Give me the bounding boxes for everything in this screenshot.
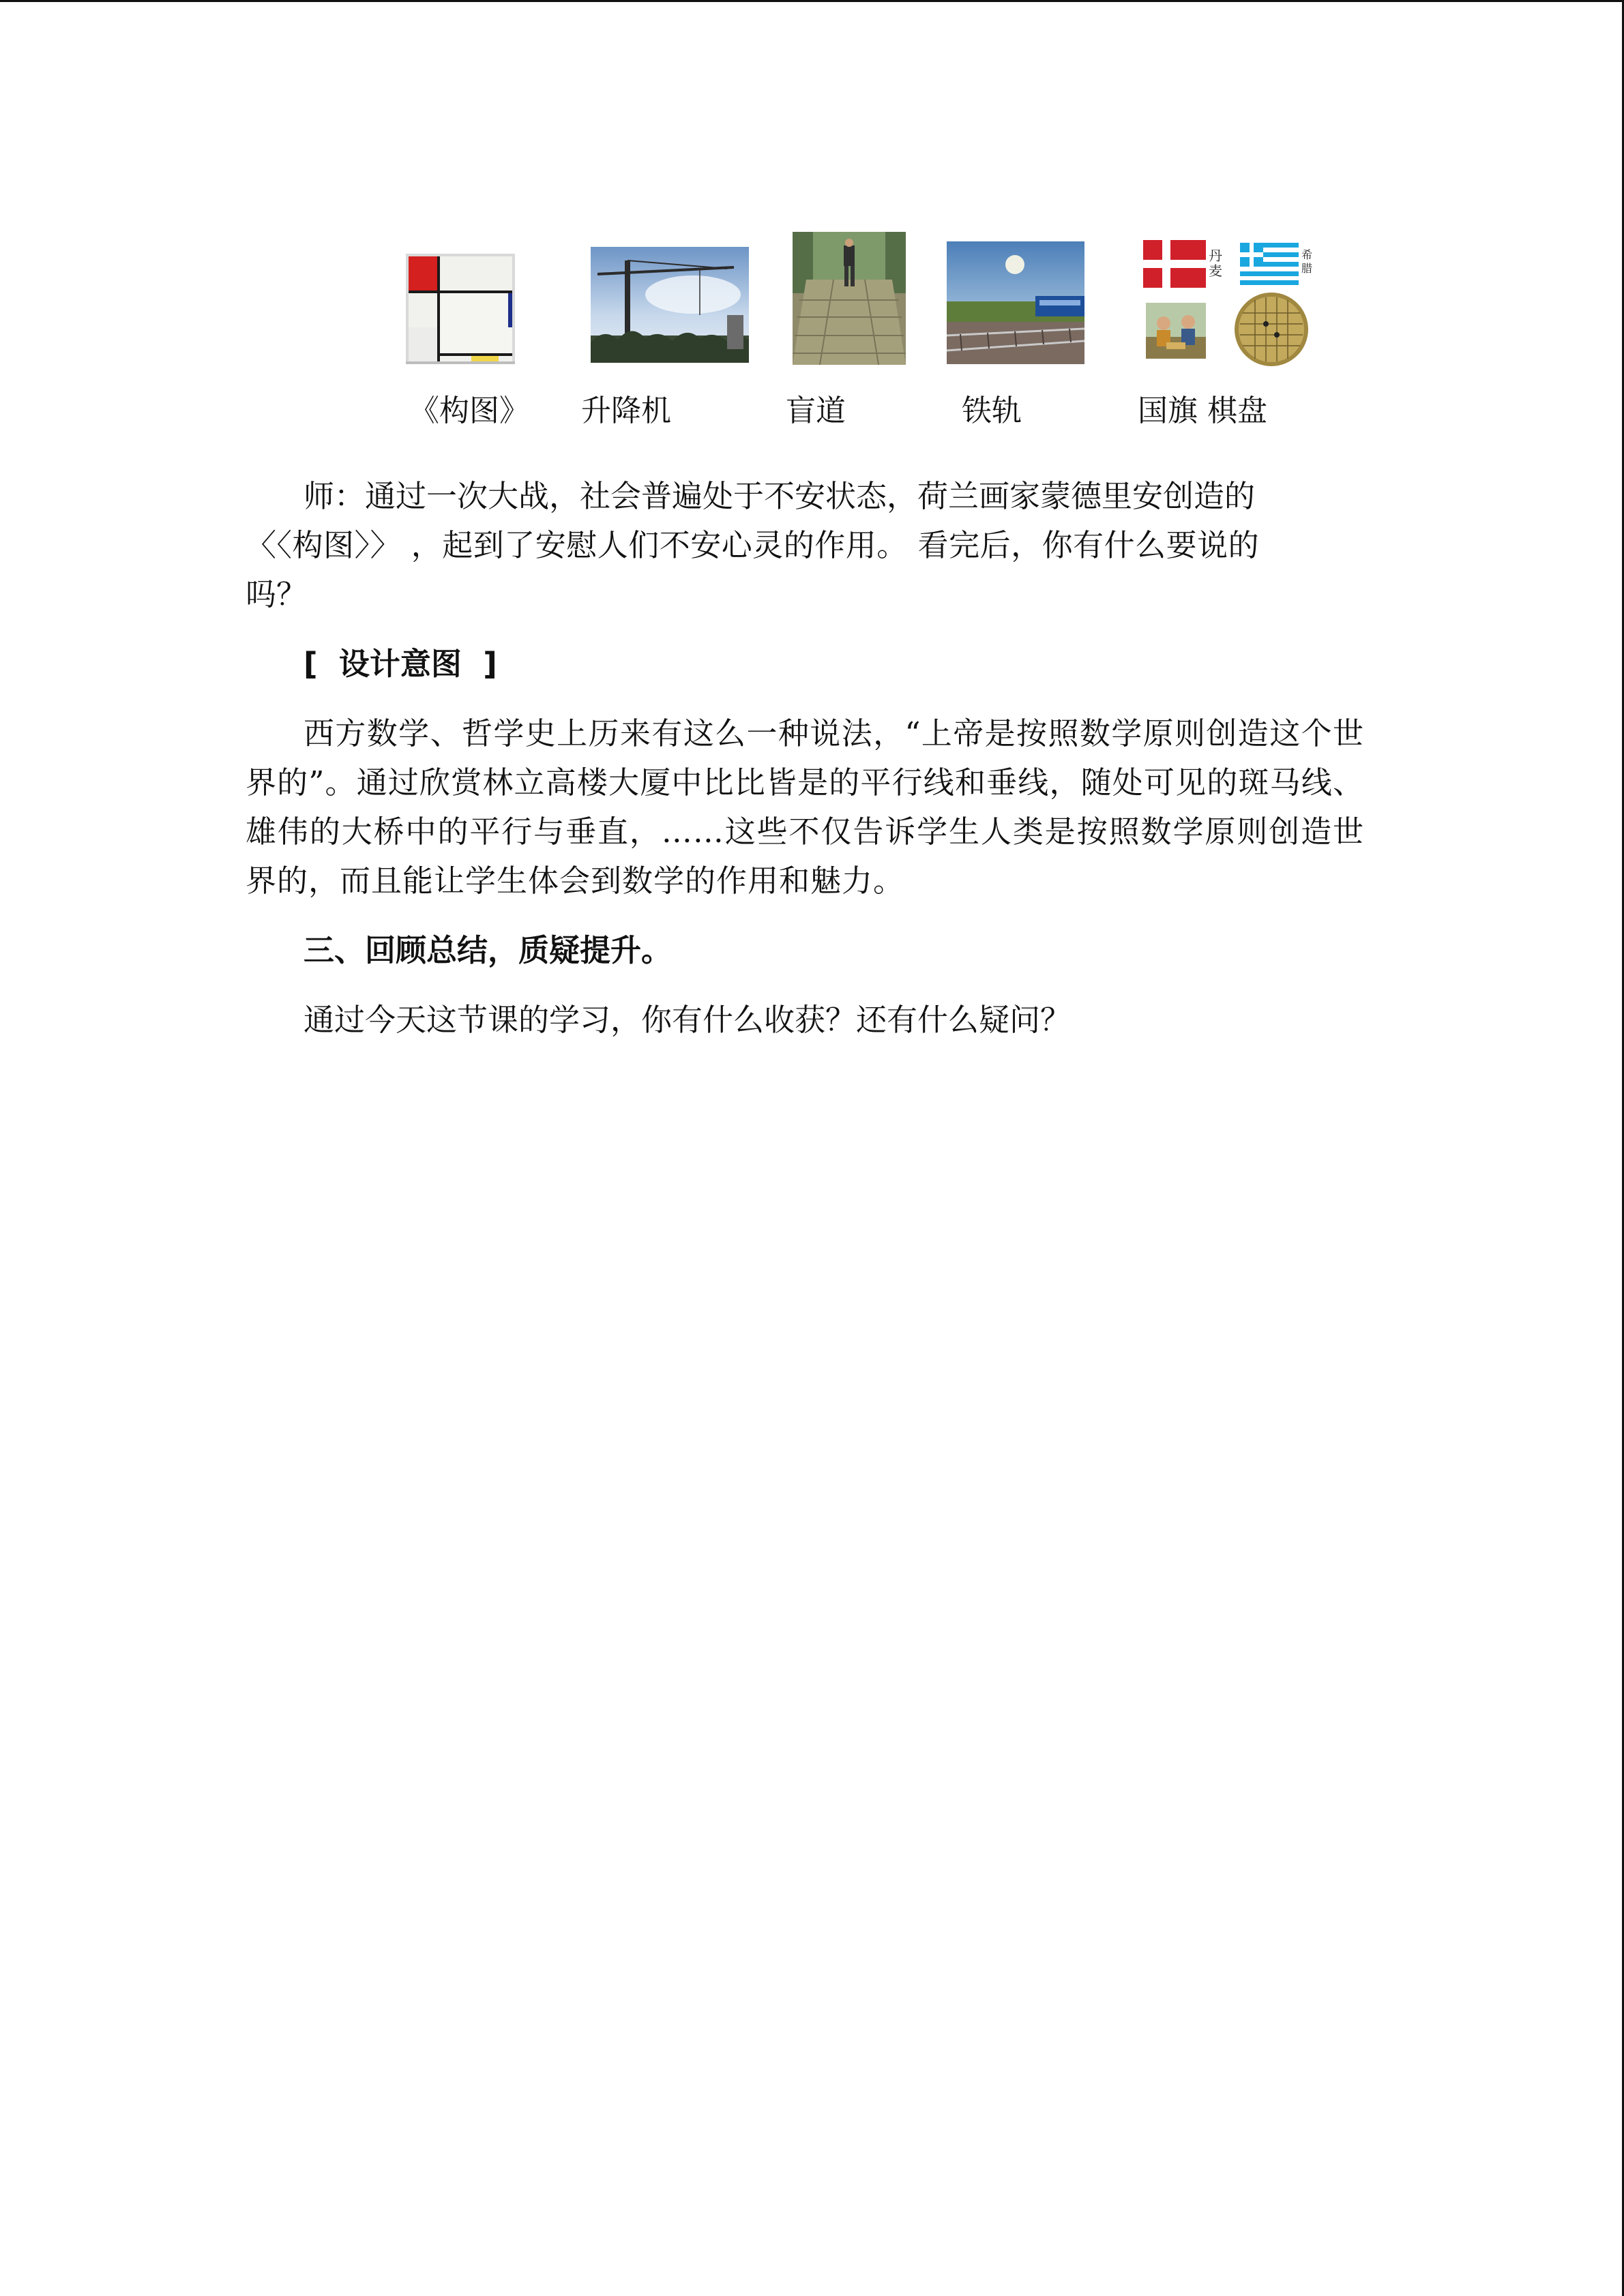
railway-caption: 铁轨 <box>962 393 1022 428</box>
closing-question: 通过今天这节课的学习，你有什么收获？还有什么疑问？ <box>304 1002 1072 1038</box>
page-border-top <box>0 0 1624 2</box>
composition-image <box>406 254 515 364</box>
teacher-line-2: 〈〈构图〉〉 ，起到了安慰人们不安心灵的作用。 看完后，你有什么要说的 <box>246 527 1260 563</box>
flags-chess-caption: 国旗 棋盘 <box>1138 393 1267 428</box>
crane-caption: 升降机 <box>581 393 671 428</box>
design-intent-heading: [ 设计意图 ] <box>304 646 497 682</box>
composition-caption: 《构图》 <box>409 393 529 428</box>
tactile-paving-image <box>793 232 906 365</box>
tactile-paving-caption: 盲道 <box>786 393 846 428</box>
greece-flag-label: 希腊 <box>1301 248 1313 275</box>
denmark-flag-image <box>1143 240 1206 288</box>
railway-image <box>947 241 1084 364</box>
teacher-line-3: 吗？ <box>246 576 308 612</box>
design-intent-body: 西方数学、哲学史上历来有这么一种说法，“上帝是按照数学原则创造这个世界的”。通过欣赏林立高楼大厦中比比皆是的平行线和垂线，随处可见的斑马线、雄伟的大桥中的平行与垂直，……这些不仅告诉学生人类是按照数学原则创造世界的，而且能让学生体会到数学的作用和魅力。 <box>246 715 1364 899</box>
section-three-heading: 三、回顾总结，质疑提升。 <box>304 932 673 968</box>
crane-image <box>591 247 749 363</box>
greece-flag-image <box>1240 243 1299 285</box>
chess-players-image <box>1146 303 1206 359</box>
teacher-line-1: 师：通过一次大战，社会普遍处于不安状态，荷兰画家蒙德里安创造的 <box>304 478 1256 514</box>
chessboard-image <box>1233 292 1310 367</box>
denmark-flag-label: 丹麦 <box>1209 248 1222 279</box>
